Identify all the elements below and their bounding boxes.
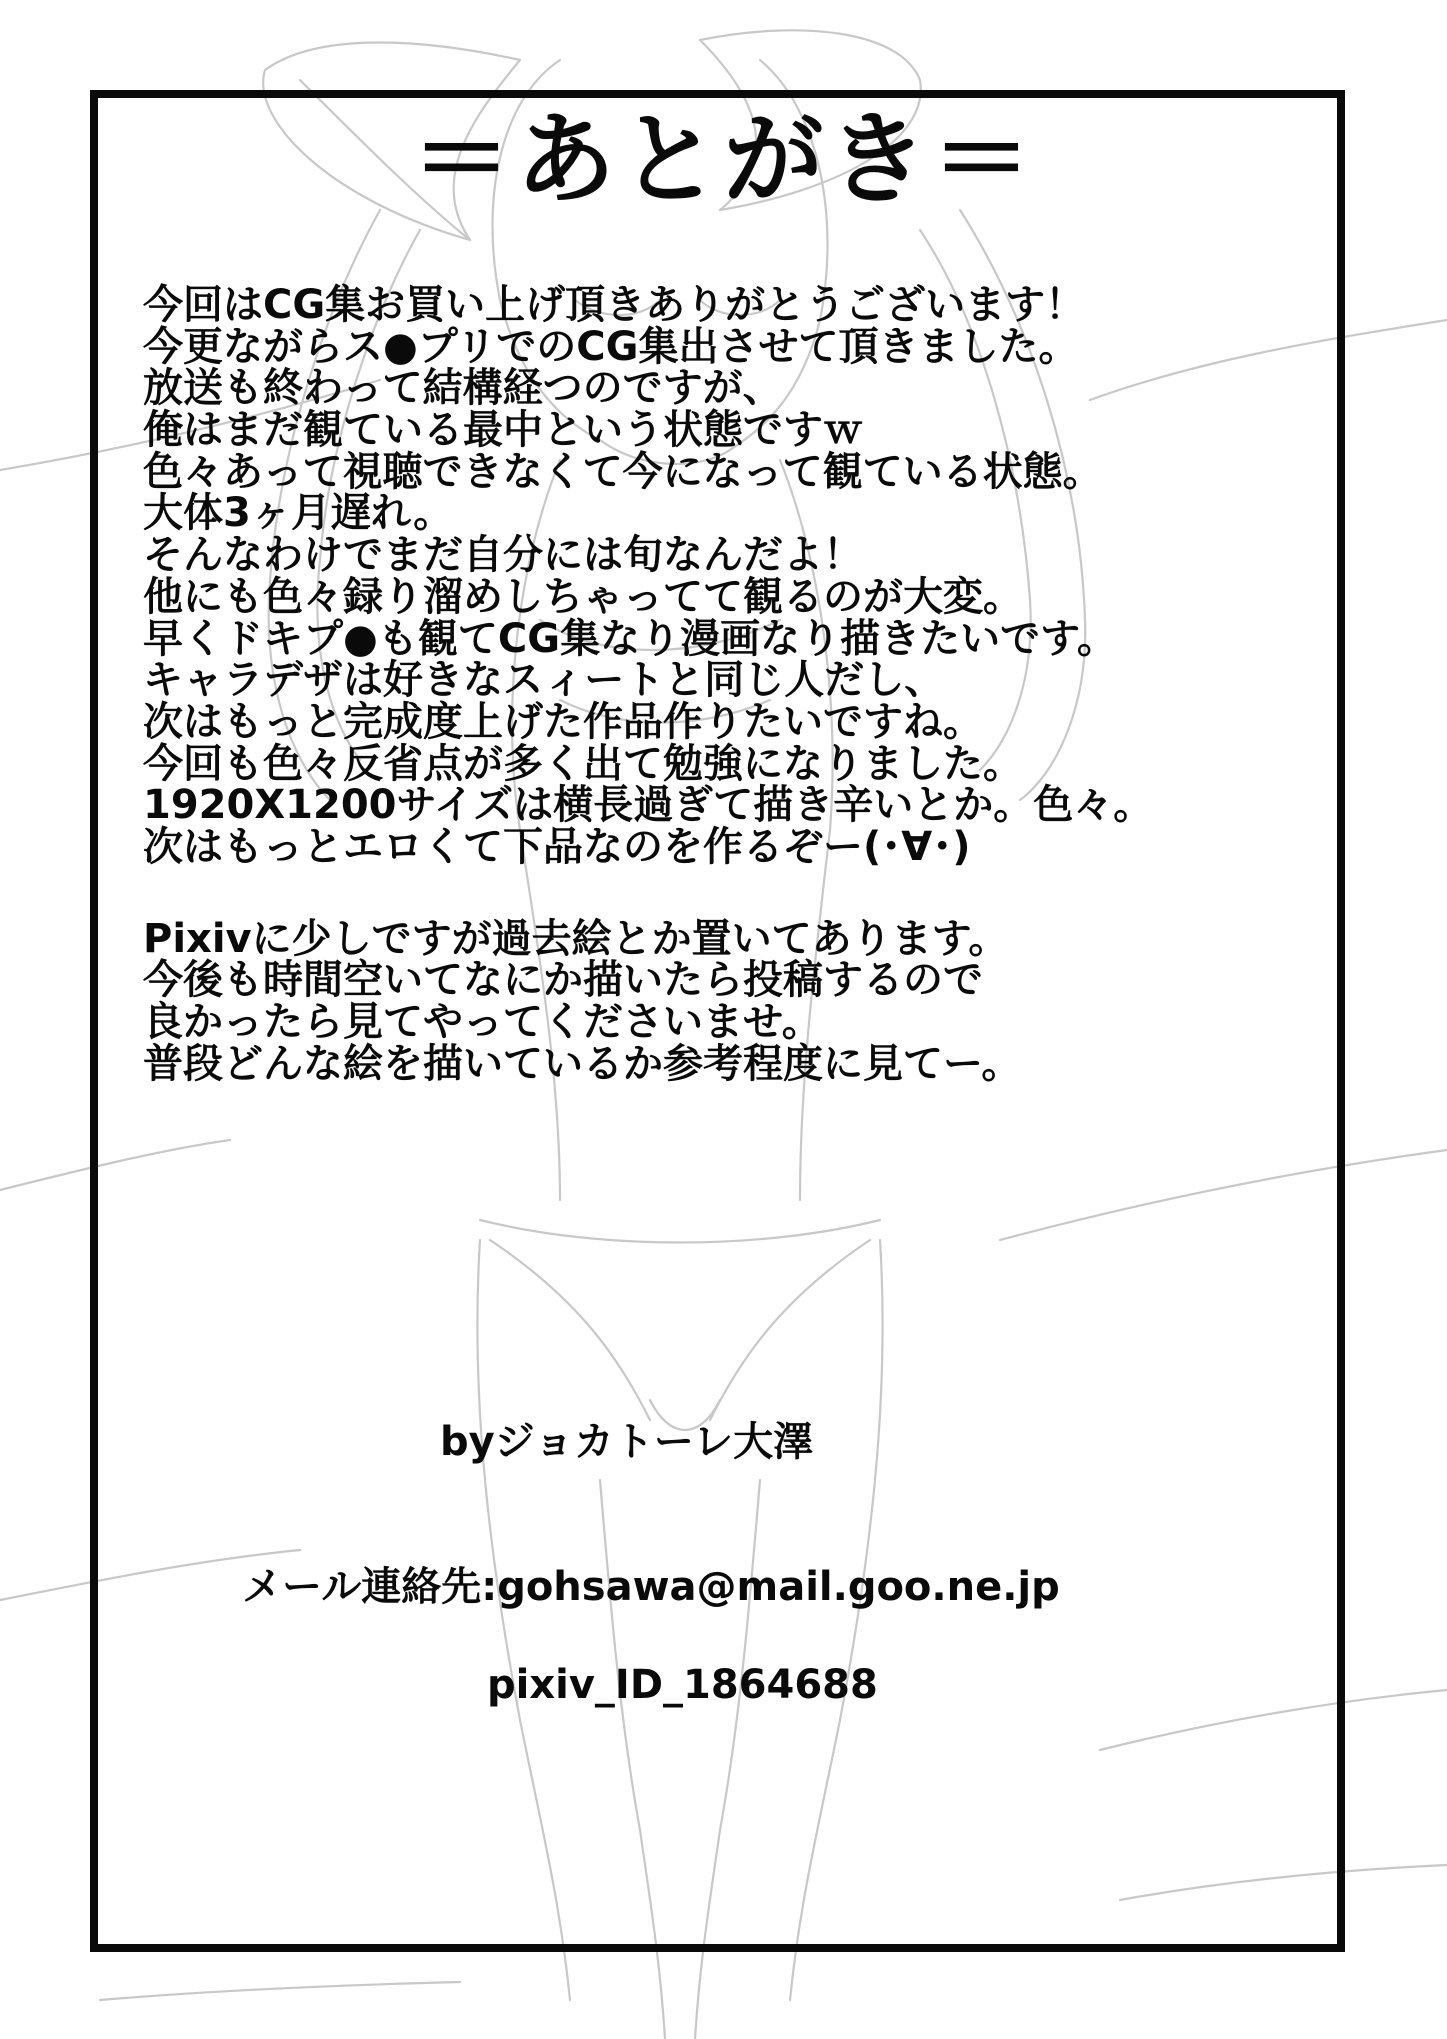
body-line: 大体3ヶ月遅れ。 xyxy=(143,490,454,537)
author-signature: byジョカトーレ大澤 xyxy=(440,1419,814,1465)
body-line: そんなわけでまだ自分には旬なんだよ！ xyxy=(143,532,863,579)
pixiv-line: Pixivに少しですが過去絵とか置いてあります。 xyxy=(143,915,1009,962)
pixiv-id: pixiv_ID_1864688 xyxy=(487,1662,878,1708)
body-line: 色々あって視聴できなくて今になって観ている状態。 xyxy=(143,448,1103,495)
pixiv-line: 良かったら見てやってくださいませ。 xyxy=(143,999,822,1045)
paragraph-gap xyxy=(143,869,1323,919)
body-line: 今更ながらス●プリでのCG集出させて頂きました。 xyxy=(143,323,1079,370)
body-line: 1920X1200サイズは横長過ぎて描き辛いとか。色々。 xyxy=(143,782,1154,829)
body-line: キャラデザは好きなスィートと同じ人だし、 xyxy=(143,657,945,704)
pixiv-line: 普段どんな絵を描いているか参考程度に見てー。 xyxy=(143,1040,1022,1087)
body-line: 早くドキプ●も観てCG集なり漫画なり描きたいです。 xyxy=(143,615,1117,662)
pixiv-line: 今後も時間空いてなにか描いたら投稿するので xyxy=(143,957,983,1004)
body-line: 俺はまだ観ている最中という状態ですｗ xyxy=(143,407,863,454)
body-line: 今回も色々反省点が多く出て勉強になりました。 xyxy=(143,740,1023,787)
body-line: 次はもっと完成度上げた作品作りたいですね。 xyxy=(143,698,983,745)
afterword-body xyxy=(143,282,1323,1087)
body-line: 次はもっとエロくて下品なのを作るぞー(･∀･) xyxy=(143,823,971,870)
body-line: 放送も終わって結構経つのですが、 xyxy=(143,365,783,412)
body-line: 今回はCG集お買い上げ頂きありがとうございます！ xyxy=(143,282,1086,328)
body-line: 他にも色々録り溜めしちゃってて観るのが大変。 xyxy=(143,573,1023,620)
contact-email: メール連絡先:gohsawa@mail.goo.ne.jp xyxy=(242,1564,1060,1610)
page-title: ＝あとがき＝ xyxy=(411,101,1036,218)
